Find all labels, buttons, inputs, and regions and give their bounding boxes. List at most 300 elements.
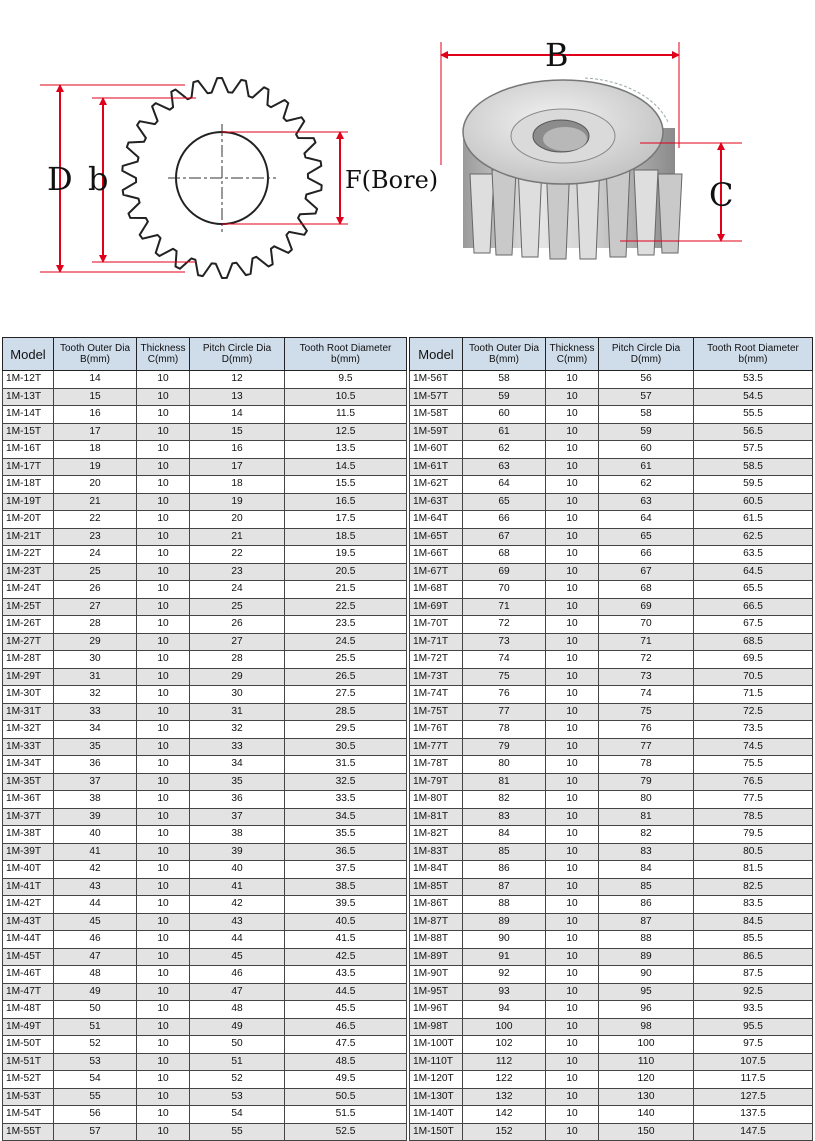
- cell-root-dia: 50.5: [285, 1088, 407, 1106]
- table-row: [410, 966, 813, 984]
- cell-pitch-dia: 90: [599, 966, 694, 984]
- cell-pitch-dia: 17: [190, 458, 285, 476]
- cell-thickness: 10: [137, 668, 190, 686]
- cell-root-dia: 57.5: [694, 441, 813, 459]
- cell-root-dia: 37.5: [285, 861, 407, 879]
- cell-root-dia: 11.5: [285, 406, 407, 424]
- table-row: [410, 913, 813, 931]
- cell-thickness: 10: [137, 913, 190, 931]
- cell-outer-dia: 67: [463, 528, 546, 546]
- cell-root-dia: 54.5: [694, 388, 813, 406]
- cell-root-dia: 38.5: [285, 878, 407, 896]
- cell-root-dia: 92.5: [694, 983, 813, 1001]
- table-row: [3, 476, 407, 494]
- cell-outer-dia: 16: [54, 406, 137, 424]
- cell-model: 1M-96T: [410, 1001, 463, 1019]
- cell-thickness: 10: [546, 581, 599, 599]
- cell-thickness: 10: [137, 721, 190, 739]
- cell-model: 1M-150T: [410, 1123, 463, 1141]
- label-B: B: [545, 36, 569, 74]
- table-row: [410, 651, 813, 669]
- cell-outer-dia: 29: [54, 633, 137, 651]
- cell-model: 1M-50T: [3, 1036, 54, 1054]
- cell-pitch-dia: 54: [190, 1106, 285, 1124]
- cell-model: 1M-34T: [3, 756, 54, 774]
- table-row: [410, 861, 813, 879]
- cell-model: 1M-33T: [3, 738, 54, 756]
- cell-root-dia: 62.5: [694, 528, 813, 546]
- table-row: [3, 1036, 407, 1054]
- table-row: [3, 563, 407, 581]
- cell-pitch-dia: 140: [599, 1106, 694, 1124]
- table-row: [3, 738, 407, 756]
- cell-root-dia: 15.5: [285, 476, 407, 494]
- cell-model: 1M-100T: [410, 1036, 463, 1054]
- cell-root-dia: 16.5: [285, 493, 407, 511]
- cell-thickness: 10: [137, 1053, 190, 1071]
- cell-root-dia: 64.5: [694, 563, 813, 581]
- cell-pitch-dia: 71: [599, 633, 694, 651]
- table-header-row: [3, 338, 407, 371]
- cell-thickness: 10: [137, 1123, 190, 1141]
- cell-pitch-dia: 120: [599, 1071, 694, 1089]
- cell-root-dia: 75.5: [694, 756, 813, 774]
- cell-pitch-dia: 15: [190, 423, 285, 441]
- cell-model: 1M-70T: [410, 616, 463, 634]
- cell-root-dia: 84.5: [694, 913, 813, 931]
- cell-model: 1M-67T: [410, 563, 463, 581]
- cell-model: 1M-54T: [3, 1106, 54, 1124]
- cell-root-dia: 18.5: [285, 528, 407, 546]
- cell-root-dia: 63.5: [694, 546, 813, 564]
- cell-model: 1M-52T: [3, 1071, 54, 1089]
- table-row: [410, 791, 813, 809]
- cell-model: 1M-14T: [3, 406, 54, 424]
- cell-outer-dia: 40: [54, 826, 137, 844]
- cell-thickness: 10: [137, 983, 190, 1001]
- table-row: [410, 1088, 813, 1106]
- cell-model: 1M-24T: [3, 581, 54, 599]
- table-row: [410, 371, 813, 389]
- table-row: [410, 1018, 813, 1036]
- table-row: [3, 773, 407, 791]
- cell-pitch-dia: 21: [190, 528, 285, 546]
- cell-root-dia: 77.5: [694, 791, 813, 809]
- cell-pitch-dia: 77: [599, 738, 694, 756]
- cell-thickness: 10: [546, 896, 599, 914]
- cell-outer-dia: 142: [463, 1106, 546, 1124]
- cell-model: 1M-28T: [3, 651, 54, 669]
- table-row: [410, 616, 813, 634]
- cell-outer-dia: 86: [463, 861, 546, 879]
- table-row: [3, 1071, 407, 1089]
- cell-root-dia: 44.5: [285, 983, 407, 1001]
- cell-thickness: 10: [137, 633, 190, 651]
- cell-model: 1M-65T: [410, 528, 463, 546]
- table-row: [3, 1088, 407, 1106]
- cell-model: 1M-45T: [3, 948, 54, 966]
- cell-pitch-dia: 65: [599, 528, 694, 546]
- cell-outer-dia: 82: [463, 791, 546, 809]
- cell-root-dia: 26.5: [285, 668, 407, 686]
- cell-thickness: 10: [546, 948, 599, 966]
- cell-pitch-dia: 27: [190, 633, 285, 651]
- cell-root-dia: 83.5: [694, 896, 813, 914]
- table-row: [410, 1106, 813, 1124]
- cell-root-dia: 28.5: [285, 703, 407, 721]
- cell-pitch-dia: 26: [190, 616, 285, 634]
- table-row: [3, 931, 407, 949]
- table-row: [410, 931, 813, 949]
- label-D: D: [47, 160, 73, 198]
- cell-root-dia: 39.5: [285, 896, 407, 914]
- cell-outer-dia: 60: [463, 406, 546, 424]
- cell-pitch-dia: 20: [190, 511, 285, 529]
- cell-thickness: 10: [137, 931, 190, 949]
- cell-root-dia: 36.5: [285, 843, 407, 861]
- cell-root-dia: 27.5: [285, 686, 407, 704]
- cell-pitch-dia: 95: [599, 983, 694, 1001]
- cell-root-dia: 21.5: [285, 581, 407, 599]
- table-row: [410, 458, 813, 476]
- cell-outer-dia: 49: [54, 983, 137, 1001]
- cell-outer-dia: 70: [463, 581, 546, 599]
- cell-thickness: 10: [137, 791, 190, 809]
- cell-model: 1M-74T: [410, 686, 463, 704]
- header-thickness: Thickness C(mm): [137, 338, 190, 371]
- cell-outer-dia: 81: [463, 773, 546, 791]
- cell-thickness: 10: [546, 826, 599, 844]
- cell-thickness: 10: [137, 441, 190, 459]
- table-row: [410, 668, 813, 686]
- cell-root-dia: 73.5: [694, 721, 813, 739]
- cell-model: 1M-27T: [3, 633, 54, 651]
- cell-model: 1M-57T: [410, 388, 463, 406]
- cell-outer-dia: 94: [463, 1001, 546, 1019]
- table-row: [410, 388, 813, 406]
- table-row: [3, 686, 407, 704]
- cell-outer-dia: 91: [463, 948, 546, 966]
- cell-outer-dia: 83: [463, 808, 546, 826]
- cell-outer-dia: 88: [463, 896, 546, 914]
- cell-thickness: 10: [546, 843, 599, 861]
- cell-outer-dia: 75: [463, 668, 546, 686]
- cell-thickness: 10: [546, 983, 599, 1001]
- cell-thickness: 10: [137, 528, 190, 546]
- cell-model: 1M-130T: [410, 1088, 463, 1106]
- table-row: [3, 1106, 407, 1124]
- cell-model: 1M-88T: [410, 931, 463, 949]
- cell-outer-dia: 57: [54, 1123, 137, 1141]
- cell-root-dia: 137.5: [694, 1106, 813, 1124]
- cell-thickness: 10: [137, 703, 190, 721]
- cell-pitch-dia: 59: [599, 423, 694, 441]
- cell-pitch-dia: 33: [190, 738, 285, 756]
- table-row: [3, 983, 407, 1001]
- table-row: [410, 948, 813, 966]
- cell-root-dia: 68.5: [694, 633, 813, 651]
- cell-thickness: 10: [546, 476, 599, 494]
- cell-model: 1M-43T: [3, 913, 54, 931]
- cell-root-dia: 127.5: [694, 1088, 813, 1106]
- cell-root-dia: 56.5: [694, 423, 813, 441]
- table-row: [410, 1053, 813, 1071]
- cell-root-dia: 80.5: [694, 843, 813, 861]
- table-row: [410, 703, 813, 721]
- cell-pitch-dia: 19: [190, 493, 285, 511]
- cell-root-dia: 20.5: [285, 563, 407, 581]
- cell-outer-dia: 100: [463, 1018, 546, 1036]
- table-row: [410, 808, 813, 826]
- cell-root-dia: 22.5: [285, 598, 407, 616]
- cell-thickness: 10: [546, 651, 599, 669]
- cell-thickness: 10: [546, 441, 599, 459]
- cell-root-dia: 47.5: [285, 1036, 407, 1054]
- table-row: [3, 826, 407, 844]
- cell-root-dia: 32.5: [285, 773, 407, 791]
- cell-model: 1M-12T: [3, 371, 54, 389]
- table-row: [410, 756, 813, 774]
- cell-root-dia: 79.5: [694, 826, 813, 844]
- cell-pitch-dia: 68: [599, 581, 694, 599]
- table-row: [410, 423, 813, 441]
- cell-thickness: 10: [137, 843, 190, 861]
- cell-model: 1M-69T: [410, 598, 463, 616]
- spec-table-left: [2, 337, 407, 1141]
- table-row: [3, 966, 407, 984]
- cell-model: 1M-23T: [3, 563, 54, 581]
- cell-pitch-dia: 24: [190, 581, 285, 599]
- cell-outer-dia: 19: [54, 458, 137, 476]
- cell-outer-dia: 50: [54, 1001, 137, 1019]
- cell-root-dia: 14.5: [285, 458, 407, 476]
- cell-root-dia: 71.5: [694, 686, 813, 704]
- cell-outer-dia: 44: [54, 896, 137, 914]
- table-row: [410, 773, 813, 791]
- gear-diagram: [0, 0, 815, 310]
- cell-outer-dia: 21: [54, 493, 137, 511]
- cell-thickness: 10: [546, 773, 599, 791]
- table-row: [410, 1001, 813, 1019]
- label-F-bore: F(Bore): [345, 166, 439, 194]
- cell-thickness: 10: [546, 861, 599, 879]
- cell-outer-dia: 132: [463, 1088, 546, 1106]
- table-row: [410, 878, 813, 896]
- cell-thickness: 10: [137, 458, 190, 476]
- cell-model: 1M-61T: [410, 458, 463, 476]
- table-row: [3, 703, 407, 721]
- table-row: [3, 1053, 407, 1071]
- cell-model: 1M-71T: [410, 633, 463, 651]
- cell-model: 1M-21T: [3, 528, 54, 546]
- cell-pitch-dia: 89: [599, 948, 694, 966]
- cell-outer-dia: 93: [463, 983, 546, 1001]
- cell-pitch-dia: 45: [190, 948, 285, 966]
- cell-thickness: 10: [137, 773, 190, 791]
- cell-pitch-dia: 82: [599, 826, 694, 844]
- table-row: [3, 388, 407, 406]
- table-row: [3, 581, 407, 599]
- cell-model: 1M-95T: [410, 983, 463, 1001]
- table-row: [410, 826, 813, 844]
- cell-outer-dia: 74: [463, 651, 546, 669]
- cell-model: 1M-30T: [3, 686, 54, 704]
- cell-outer-dia: 39: [54, 808, 137, 826]
- cell-outer-dia: 23: [54, 528, 137, 546]
- header-root-dia: Tooth Root Diameter b(mm): [694, 338, 813, 371]
- cell-root-dia: 43.5: [285, 966, 407, 984]
- cell-pitch-dia: 37: [190, 808, 285, 826]
- cell-model: 1M-90T: [410, 966, 463, 984]
- cell-model: 1M-47T: [3, 983, 54, 1001]
- label-C: C: [709, 176, 734, 214]
- header-root-dia: Tooth Root Diameter b(mm): [285, 338, 407, 371]
- table-row: [410, 721, 813, 739]
- table-row: [3, 1018, 407, 1036]
- cell-root-dia: 41.5: [285, 931, 407, 949]
- table-row: [3, 843, 407, 861]
- cell-model: 1M-36T: [3, 791, 54, 809]
- table-row: [3, 598, 407, 616]
- table-row: [410, 441, 813, 459]
- cell-thickness: 10: [546, 1106, 599, 1124]
- cell-model: 1M-78T: [410, 756, 463, 774]
- cell-outer-dia: 46: [54, 931, 137, 949]
- cell-outer-dia: 66: [463, 511, 546, 529]
- cell-thickness: 10: [546, 511, 599, 529]
- cell-outer-dia: 31: [54, 668, 137, 686]
- cell-thickness: 10: [546, 371, 599, 389]
- gear-tooth: [492, 170, 516, 255]
- cell-pitch-dia: 96: [599, 1001, 694, 1019]
- table-row: [410, 983, 813, 1001]
- header-model: Model: [410, 338, 463, 371]
- cell-model: 1M-18T: [3, 476, 54, 494]
- table-row: [410, 511, 813, 529]
- cell-thickness: 10: [546, 1001, 599, 1019]
- cell-root-dia: 53.5: [694, 371, 813, 389]
- cell-outer-dia: 30: [54, 651, 137, 669]
- cell-outer-dia: 63: [463, 458, 546, 476]
- cell-thickness: 10: [137, 651, 190, 669]
- cell-outer-dia: 28: [54, 616, 137, 634]
- cell-model: 1M-140T: [410, 1106, 463, 1124]
- cell-root-dia: 76.5: [694, 773, 813, 791]
- cell-root-dia: 93.5: [694, 1001, 813, 1019]
- table-row: [3, 546, 407, 564]
- cell-model: 1M-80T: [410, 791, 463, 809]
- cell-pitch-dia: 150: [599, 1123, 694, 1141]
- cell-root-dia: 42.5: [285, 948, 407, 966]
- cell-thickness: 10: [137, 738, 190, 756]
- cell-pitch-dia: 35: [190, 773, 285, 791]
- table-row: [410, 1071, 813, 1089]
- cell-model: 1M-87T: [410, 913, 463, 931]
- cell-pitch-dia: 38: [190, 826, 285, 844]
- cell-thickness: 10: [546, 966, 599, 984]
- cell-outer-dia: 56: [54, 1106, 137, 1124]
- cell-model: 1M-83T: [410, 843, 463, 861]
- cell-model: 1M-58T: [410, 406, 463, 424]
- cell-outer-dia: 15: [54, 388, 137, 406]
- cell-outer-dia: 61: [463, 423, 546, 441]
- cell-model: 1M-48T: [3, 1001, 54, 1019]
- cell-outer-dia: 87: [463, 878, 546, 896]
- cell-root-dia: 12.5: [285, 423, 407, 441]
- cell-root-dia: 97.5: [694, 1036, 813, 1054]
- header-pitch-dia: Pitch Circle Dia D(mm): [599, 338, 694, 371]
- cell-outer-dia: 34: [54, 721, 137, 739]
- cell-thickness: 10: [137, 423, 190, 441]
- cell-outer-dia: 84: [463, 826, 546, 844]
- cell-pitch-dia: 40: [190, 861, 285, 879]
- table-row: [410, 546, 813, 564]
- gear-tooth: [470, 174, 494, 253]
- cell-thickness: 10: [137, 511, 190, 529]
- cell-thickness: 10: [137, 861, 190, 879]
- cell-pitch-dia: 130: [599, 1088, 694, 1106]
- table-row: [3, 1001, 407, 1019]
- cell-pitch-dia: 43: [190, 913, 285, 931]
- cell-root-dia: 87.5: [694, 966, 813, 984]
- cell-outer-dia: 37: [54, 773, 137, 791]
- cell-outer-dia: 85: [463, 843, 546, 861]
- cell-thickness: 10: [137, 1036, 190, 1054]
- cell-model: 1M-60T: [410, 441, 463, 459]
- cell-model: 1M-56T: [410, 371, 463, 389]
- cell-pitch-dia: 14: [190, 406, 285, 424]
- cell-thickness: 10: [546, 493, 599, 511]
- cell-root-dia: 81.5: [694, 861, 813, 879]
- cell-outer-dia: 36: [54, 756, 137, 774]
- cell-thickness: 10: [546, 1088, 599, 1106]
- cell-outer-dia: 92: [463, 966, 546, 984]
- cell-pitch-dia: 75: [599, 703, 694, 721]
- cell-root-dia: 9.5: [285, 371, 407, 389]
- cell-model: 1M-15T: [3, 423, 54, 441]
- table-row: [3, 1123, 407, 1141]
- cell-root-dia: 95.5: [694, 1018, 813, 1036]
- table-row: [3, 878, 407, 896]
- cell-root-dia: 66.5: [694, 598, 813, 616]
- header-thickness: Thickness C(mm): [546, 338, 599, 371]
- cell-thickness: 10: [546, 931, 599, 949]
- table-row: [410, 598, 813, 616]
- cell-model: 1M-59T: [410, 423, 463, 441]
- cell-model: 1M-37T: [3, 808, 54, 826]
- cell-pitch-dia: 62: [599, 476, 694, 494]
- cell-outer-dia: 18: [54, 441, 137, 459]
- cell-pitch-dia: 28: [190, 651, 285, 669]
- cell-thickness: 10: [546, 791, 599, 809]
- cell-root-dia: 107.5: [694, 1053, 813, 1071]
- cell-pitch-dia: 85: [599, 878, 694, 896]
- cell-pitch-dia: 42: [190, 896, 285, 914]
- cell-root-dia: 72.5: [694, 703, 813, 721]
- cell-pitch-dia: 74: [599, 686, 694, 704]
- cell-pitch-dia: 58: [599, 406, 694, 424]
- cell-root-dia: 59.5: [694, 476, 813, 494]
- cell-thickness: 10: [137, 878, 190, 896]
- table-row: [3, 791, 407, 809]
- cell-model: 1M-68T: [410, 581, 463, 599]
- cell-root-dia: 33.5: [285, 791, 407, 809]
- table-row: [3, 616, 407, 634]
- cell-root-dia: 85.5: [694, 931, 813, 949]
- table-row: [410, 633, 813, 651]
- cell-outer-dia: 43: [54, 878, 137, 896]
- cell-outer-dia: 22: [54, 511, 137, 529]
